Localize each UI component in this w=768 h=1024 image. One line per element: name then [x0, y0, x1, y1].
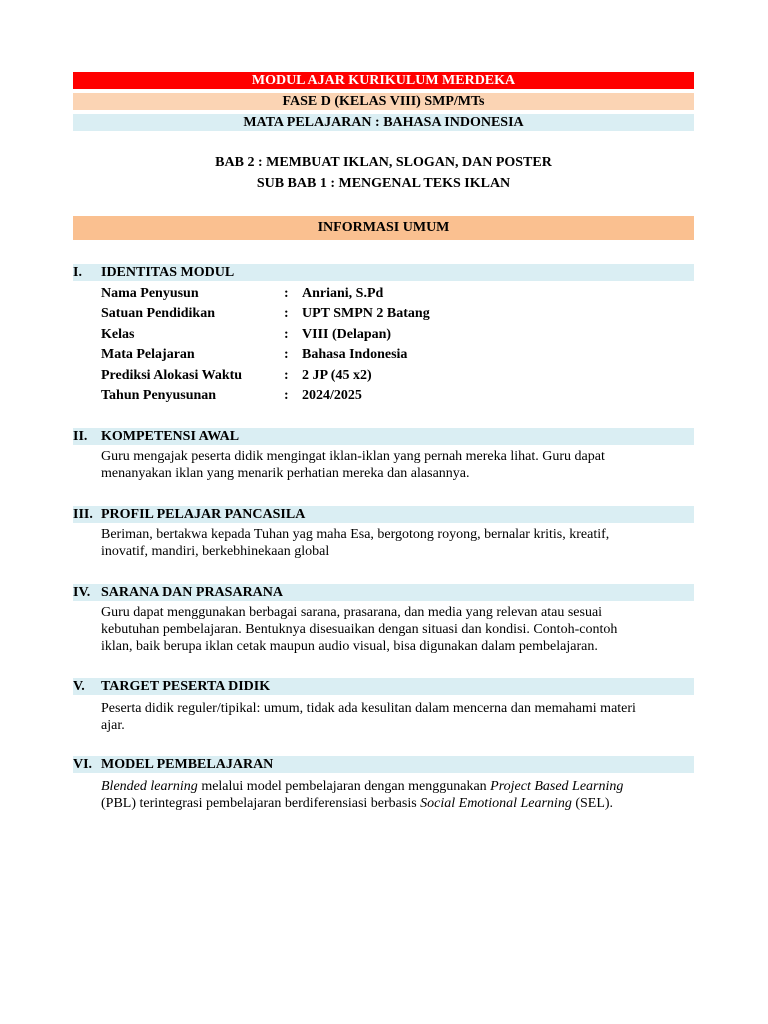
section-number: VI. [73, 757, 93, 772]
sarana-text [101, 604, 694, 655]
identity-colon: : [284, 327, 289, 342]
section-title: TARGET PESERTA DIDIK [101, 679, 271, 694]
section-heading [73, 584, 694, 601]
section-heading [73, 756, 694, 773]
text-line: menanyakan iklan yang menarik perhatian mereka dan alasannya. [101, 466, 470, 481]
text-line: Peserta didik reguler/tipikal: umum, tidak ada kesulitan dalam mencerna dan memahami materi [101, 701, 636, 716]
text-run: (PBL) terintegrasi pembelajaran berdiferensiasi berbasis [101, 796, 421, 811]
target-text [101, 700, 694, 734]
text-line: inovatif, mandiri, berkebhinekaan global [101, 544, 330, 559]
chapter-title: BAB 2 : MEMBUAT IKLAN, SLOGAN, DAN POSTER [215, 155, 552, 170]
text-line: iklan, baik berupa iklan cetak maupun audio visual, bisa digunakan dalam pembelajaran. [101, 639, 598, 654]
section-number: IV. [73, 585, 91, 600]
identity-value: 2024/2025 [302, 388, 362, 403]
section-title: IDENTITAS MODUL [101, 265, 235, 280]
section-number: I. [73, 265, 82, 280]
module-title: MODUL AJAR KURIKULUM MERDEKA [73, 72, 694, 89]
info-heading: INFORMASI UMUM [73, 216, 694, 240]
text-line: Guru dapat menggunakan berbagai sarana, prasarana, dan media yang relevan atau sesuai [101, 605, 603, 620]
identity-colon: : [284, 286, 289, 301]
section-title: MODEL PEMBELAJARAN [101, 757, 274, 772]
identity-label: Nama Penyusun [101, 286, 199, 301]
identity-value: UPT SMPN 2 Batang [302, 306, 430, 321]
italic-term: Social Emotional Learning [420, 796, 572, 811]
kompetensi-awal-text [101, 448, 694, 482]
identity-colon: : [284, 347, 289, 362]
identity-label: Mata Pelajaran [101, 347, 195, 362]
italic-term: Blended learning [101, 779, 198, 794]
section-number: II. [73, 429, 88, 444]
subject-title: MATA PELAJARAN : BAHASA INDONESIA [73, 114, 694, 131]
subchapter-title: SUB BAB 1 : MENGENAL TEKS IKLAN [256, 176, 511, 191]
section-heading [73, 678, 694, 695]
section-title: KOMPETENSI AWAL [101, 429, 240, 444]
section-number: III. [73, 507, 93, 522]
text-line: kebutuhan pembelajaran. Bentuknya disesuaikan dengan situasi dan kondisi. Contoh-contoh [101, 622, 618, 637]
text-line: Guru mengajak peserta didik mengingat iklan-iklan yang pernah mereka lihat. Guru dapat [101, 449, 605, 464]
identity-colon: : [284, 306, 289, 321]
section-number: V. [73, 679, 85, 694]
identity-colon: : [284, 388, 289, 403]
text-run: (SEL). [571, 796, 614, 811]
identity-label: Satuan Pendidikan [101, 306, 215, 321]
section-heading [73, 264, 694, 281]
text-line [101, 795, 694, 812]
phase-title: FASE D (KELAS VIII) SMP/MTs [73, 93, 694, 110]
profil-pancasila-text [101, 526, 694, 560]
model-text [101, 778, 694, 812]
italic-term: Project Based Learning [490, 779, 624, 794]
text-line [101, 778, 694, 795]
identity-value: VIII (Delapan) [302, 327, 392, 342]
identity-value: Bahasa Indonesia [302, 347, 408, 362]
section-heading [73, 428, 694, 445]
identity-label: Prediksi Alokasi Waktu [101, 368, 243, 383]
text-line: ajar. [101, 718, 125, 733]
identity-value: Anriani, S.Pd [302, 286, 384, 301]
text-run: melalui model pembelajaran dengan menggunakan [197, 779, 491, 794]
text-line: Beriman, bertakwa kepada Tuhan yag maha Esa, bergotong royong, bernalar kritis, kreatif, [101, 527, 610, 542]
identity-label: Tahun Penyusunan [101, 388, 217, 403]
section-title: SARANA DAN PRASARANA [101, 585, 284, 600]
identity-label: Kelas [101, 327, 135, 342]
section-heading [73, 506, 694, 523]
identity-colon: : [284, 368, 289, 383]
section-title: PROFIL PELAJAR PANCASILA [101, 507, 306, 522]
identity-value: 2 JP (45 x2) [302, 368, 372, 383]
